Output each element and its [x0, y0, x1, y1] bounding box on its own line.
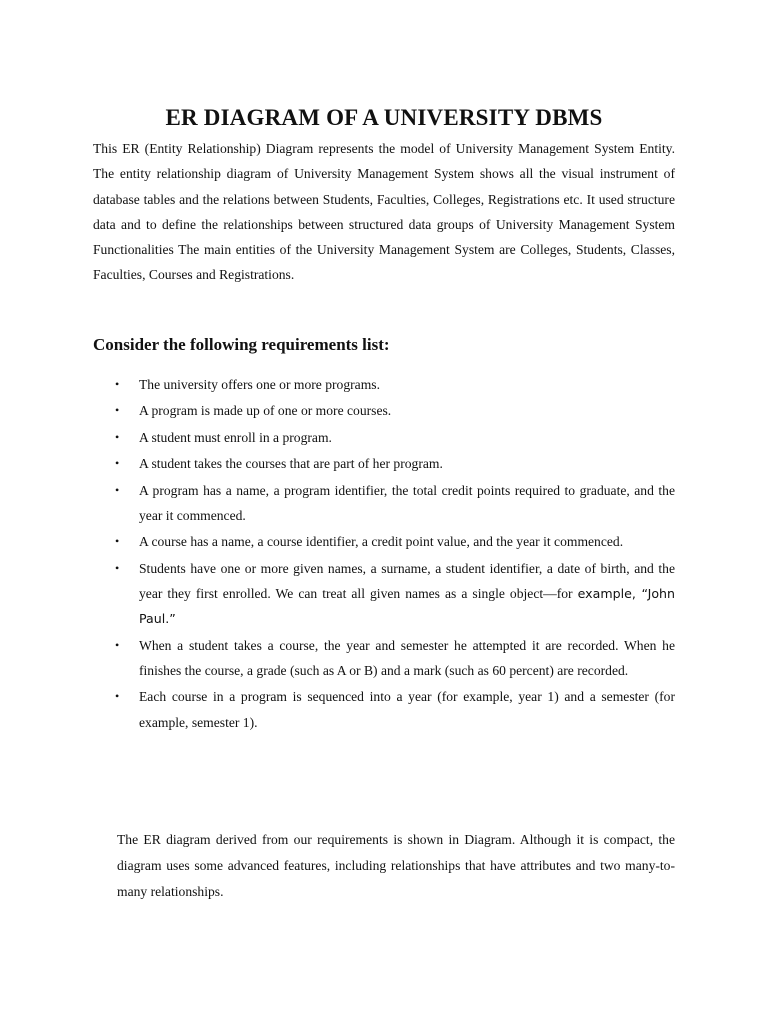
page-title: ER DIAGRAM OF A UNIVERSITY DBMS	[165, 105, 603, 131]
bullet-icon: •	[115, 429, 120, 444]
list-item-example: example, “John Paul.”	[139, 585, 676, 627]
list-item	[93, 372, 675, 397]
list-item	[93, 478, 675, 529]
list-item	[93, 529, 675, 554]
requirements-list	[93, 372, 675, 736]
list-item-text: A program has a name, a program identifier, the total credit points required to graduate, and the year it commenced.	[139, 482, 675, 523]
requirements-heading: Consider the following requirements list:	[93, 335, 390, 354]
conclusion-paragraph: The ER diagram derived from our requirements is shown in Diagram. Although it is compact, the diagram uses some advanced features, including relationships that have attributes and two many-to-many relationships.	[117, 832, 675, 899]
list-item	[93, 398, 675, 423]
list-item-text: Students have one or more given names, a surname, a student identifier, a date of birth, and the year they first enrolled. We can treat all given names as a single object—for	[139, 560, 675, 601]
bullet-icon: •	[115, 689, 120, 704]
list-item-text: The university offers one or more programs.	[139, 377, 380, 392]
list-item-text: A course has a name, a course identifier, a credit point value, and the year it commenced.	[139, 534, 624, 550]
list-item-text: A student must enroll in a program.	[139, 429, 332, 445]
list-item	[93, 633, 675, 684]
intro-paragraph: This ER (Entity Relationship) Diagram represents the model of University Management System Entity. The entity relationship diagram of University Management System shows all the visual instrument of database tables and the relations between Students, Faculties, Colleges, Registrations etc. It used structure data and to define the relationships between structured data groups of University Management System Functionalities The main entities of the University Management System are Colleges, Students, Classes, Faculties, Courses and Registrations.	[93, 141, 675, 283]
list-item-text: Each course in a program is sequenced into a year (for example, year 1) and a semester (for example, semester 1).	[139, 689, 675, 730]
list-item	[93, 556, 675, 632]
list-item	[93, 451, 675, 476]
bullet-icon: •	[115, 534, 120, 549]
bullet-icon: •	[115, 456, 120, 471]
list-item-text: A program is made up of one or more courses.	[139, 403, 392, 419]
bullet-icon: •	[115, 482, 120, 497]
list-item	[93, 425, 675, 450]
list-item	[93, 684, 675, 735]
bullet-icon: •	[115, 403, 120, 418]
bullet-icon: •	[115, 560, 120, 575]
list-item-text: When a student takes a course, the year and semester he attempted it are recorded. When he finishes the course, a grade (such as A or B) and a mark (such as 60 percent) are recorded.	[139, 637, 675, 678]
bullet-icon: •	[115, 637, 120, 652]
list-item-text: A student takes the courses that are part of her program.	[139, 456, 443, 472]
bullet-icon: •	[115, 377, 120, 391]
